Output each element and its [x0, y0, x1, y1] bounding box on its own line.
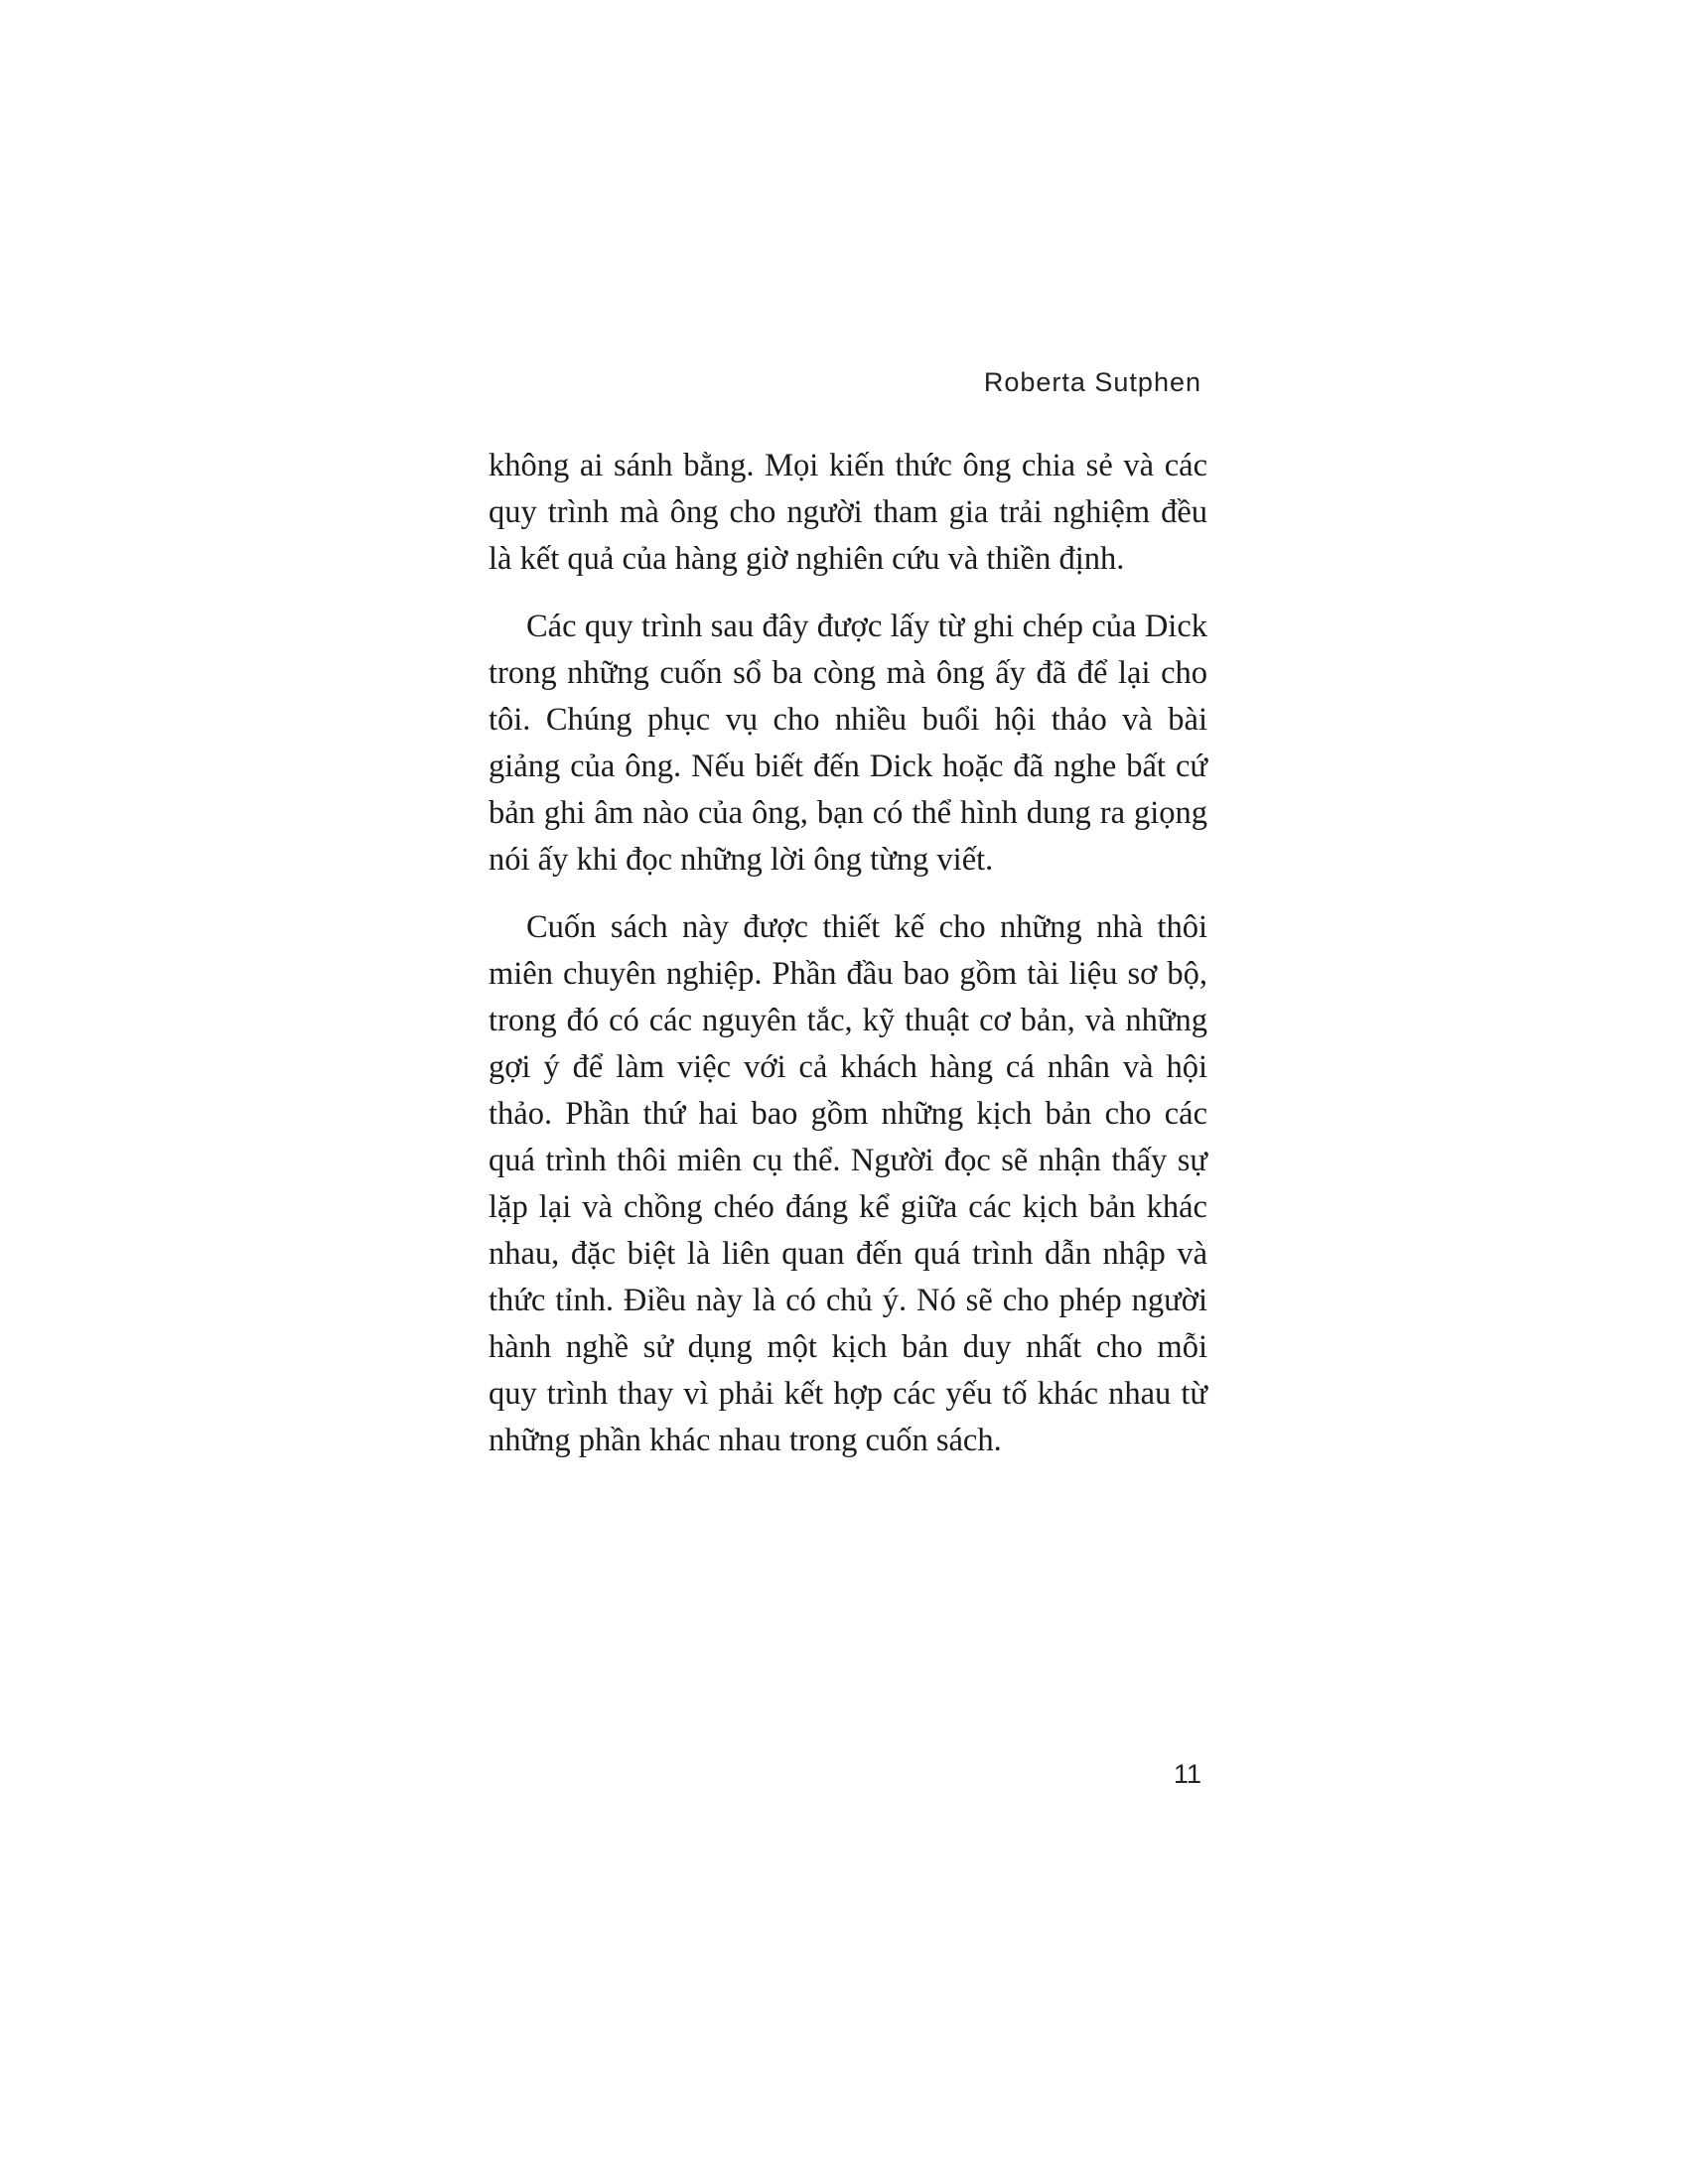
body-text [489, 443, 1207, 1464]
text-line: là kết quả của hàng giờ nghiên cứu và thiền định. [489, 541, 1125, 577]
paragraph-spacer [489, 884, 1207, 904]
text-line: những phần khác nhau trong cuốn sách. [489, 1423, 1002, 1458]
text-line: gợi ý để làm việc với cả khách hàng cá nhân và hội [489, 1049, 1207, 1085]
paragraph-3 [489, 904, 1207, 1464]
text-line: Cuốn sách này được thiết kế cho những nhà thôi [526, 909, 1207, 945]
text-line: nhau, đặc biệt là liên quan đến quá trình dẫn nhập và [489, 1236, 1207, 1272]
text-line: không ai sánh bằng. Mọi kiến thức ông chia sẻ và các [489, 448, 1207, 483]
text-line: giảng của ông. Nếu biết đến Dick hoặc đã nghe bất cứ [489, 749, 1207, 784]
text-line: lặp lại và chồng chéo đáng kể giữa các kịch bản khác [489, 1189, 1207, 1225]
text-line: quá trình thôi miên cụ thể. Người đọc sẽ nhận thấy sự [489, 1143, 1207, 1178]
text-line: miên chuyên nghiệp. Phần đầu bao gồm tài liệu sơ bộ, [489, 956, 1207, 992]
text-line: trong đó có các nguyên tắc, kỹ thuật cơ bản, và những [489, 1003, 1207, 1038]
text-line: thảo. Phần thứ hai bao gồm những kịch bản cho các [489, 1096, 1207, 1132]
text-line: trong những cuốn sổ ba còng mà ông ấy đã để lại cho [489, 655, 1207, 691]
paragraph-2 [489, 604, 1207, 884]
text-line: bản ghi âm nào của ông, bạn có thể hình dung ra giọng [489, 795, 1207, 831]
text-line: Các quy trình sau đây được lấy từ ghi chép của Dick [526, 609, 1207, 644]
running-header-author: Roberta Sutphen [983, 367, 1201, 397]
text-line: nói ấy khi đọc những lời ông từng viết. [489, 842, 994, 878]
text-line: thức tỉnh. Điều này là có chủ ý. Nó sẽ cho phép người [489, 1283, 1207, 1318]
text-line: quy trình thay vì phải kết hợp các yếu tố khác nhau từ [489, 1376, 1207, 1412]
paragraph-1 [489, 443, 1207, 583]
page-number: 11 [1173, 1759, 1201, 1789]
text-line: quy trình mà ông cho người tham gia trải nghiệm đều [489, 494, 1207, 530]
paragraph-spacer [489, 583, 1207, 604]
text-line: tôi. Chúng phục vụ cho nhiều buổi hội thảo và bài [489, 702, 1207, 738]
text-line: hành nghề sử dụng một kịch bản duy nhất cho mỗi [489, 1329, 1207, 1365]
